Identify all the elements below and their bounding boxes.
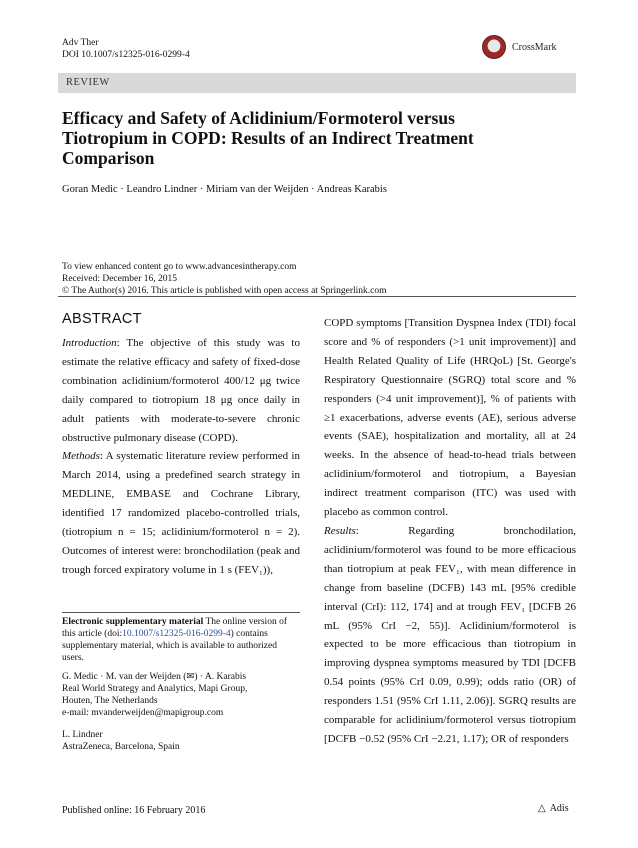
received-date: Received: December 16, 2015	[62, 274, 178, 284]
published-date: Published online: 16 February 2016	[62, 805, 206, 816]
author-list: Goran Medic · Leandro Lindner · Miriam van der Weijden · Andreas Karabis	[62, 184, 387, 195]
triangle-icon: △	[538, 803, 546, 814]
methods-continued-text: COPD symptoms [Transition Dyspnea Index (TDI) focal score and % of responders (>1 unit improvement)] and Health Related Quality of Life (HRQoL) [St. George's Respiratory Questionnaire (SGRQ) total score and % responders (>4 unit improvement)], % of patients with ≥1 exacerbations, adverse events (AE), serious adverse events (SAE), hospitalization and mortality, all at 24 weeks. In the absence of head-to-head trials between aclidinium/formoterol and tiotropium, a Bayesian indirect treatment comparison (ITC) was used with placebo as common control.	[324, 317, 576, 519]
affiliation-email[interactable]: e-mail: mvanderweijden@mapigroup.com	[62, 708, 224, 718]
esm-text-after: ) contains supplementary material, which is available to authorized users.	[62, 629, 277, 663]
affiliation-block	[62, 671, 300, 719]
esm-doi-link[interactable]: 10.1007/s12325-016-0299-4	[122, 629, 231, 639]
article-title: Efficacy and Safety of Aclidinium/Formoterol versus Tiotropium in COPD: Results of an Indirect Treatment Comparison	[62, 108, 474, 168]
lindner-org: AstraZeneca, Barcelona, Spain	[62, 742, 180, 752]
divider	[58, 296, 576, 297]
methods-text: : A systematic literature review performed in March 2014, using a predefined search strategy in MEDLINE, EMBASE and Cochrane Library, identified 17 randomized placebo-controlled trials, (tiotropium n = 15; aclidinium/formoterol n = 2). Outcomes of interest were: bronchodilation (peak and trough forced expiratory volume in 1 s (FEV₁)),	[62, 450, 300, 576]
crossmark-badge[interactable]	[482, 35, 556, 59]
article-meta	[62, 261, 387, 297]
supplementary-note	[62, 616, 300, 664]
article-doi: DOI 10.1007/s12325-016-0299-4	[62, 50, 190, 60]
crossmark-label: CrossMark	[512, 41, 557, 53]
footnote-divider	[62, 612, 300, 613]
copyright-line: © The Author(s) 2016. This article is published with open access at Springerlink.com	[62, 286, 387, 296]
lindner-affiliation	[62, 729, 300, 753]
methods-label: Methods	[62, 450, 100, 463]
esm-text-before: The online version of this article (doi:	[62, 617, 287, 639]
publisher-logo	[538, 803, 569, 814]
journal-name: Adv Ther	[62, 38, 99, 48]
crossmark-icon	[482, 35, 506, 59]
abstract-heading: ABSTRACT	[62, 311, 142, 327]
introduction-label: Introduction	[62, 337, 117, 349]
publisher-name: Adis	[549, 803, 569, 814]
results-text: : Regarding bronchodilation, aclidinium/formoterol was found to be more efficacious than tiotropium at peak FEV₁, with mean difference in change from baseline (DCFB) 143 mL [95% credible interval (CrI): 112, 174] and at trough FEV₁ [DCFB 26 mL (95% CrI −2, 55)]. Aclidinium/formoterol is expected to be more efficacious than tiotropium in improving dyspnea symptoms measured by TDI [DCFB 0.54 points (95% CrI 0.09, 0.99); odds ratio (OR) of responders 1.51 (95% CrI 1.11, 2.06)]. SGRQ results are comparable for aclidinium/formoterol versus tiotropium [DCFB −0.52 (95% CrI −2.21, 1.17); OR of responders	[324, 524, 576, 745]
enhanced-content-link[interactable]: To view enhanced content go to www.advancesintherapy.com	[62, 262, 297, 272]
affiliation-org: Real World Strategy and Analytics, Mapi Group,	[62, 684, 248, 694]
affiliation-city: Houten, The Netherlands	[62, 696, 158, 706]
abstract-left-column	[62, 334, 300, 580]
esm-label: Electronic supplementary material	[62, 617, 204, 627]
affiliation-names: G. Medic · M. van der Weijden (✉) · A. Karabis	[62, 672, 247, 682]
journal-header	[62, 37, 190, 61]
section-label: REVIEW	[58, 73, 576, 93]
introduction-text: : The objective of this study was to estimate the relative efficacy and safety of fixed-dose combination aclidinium/formoterol 400/12 μg twice daily compared to tiotropium 18 μg once daily in adult patients with moderate-to-severe chronic obstructive pulmonary disease (COPD).	[62, 337, 300, 444]
results-label: Results	[324, 524, 356, 537]
lindner-name: L. Lindner	[62, 730, 103, 740]
abstract-right-column	[324, 314, 576, 749]
